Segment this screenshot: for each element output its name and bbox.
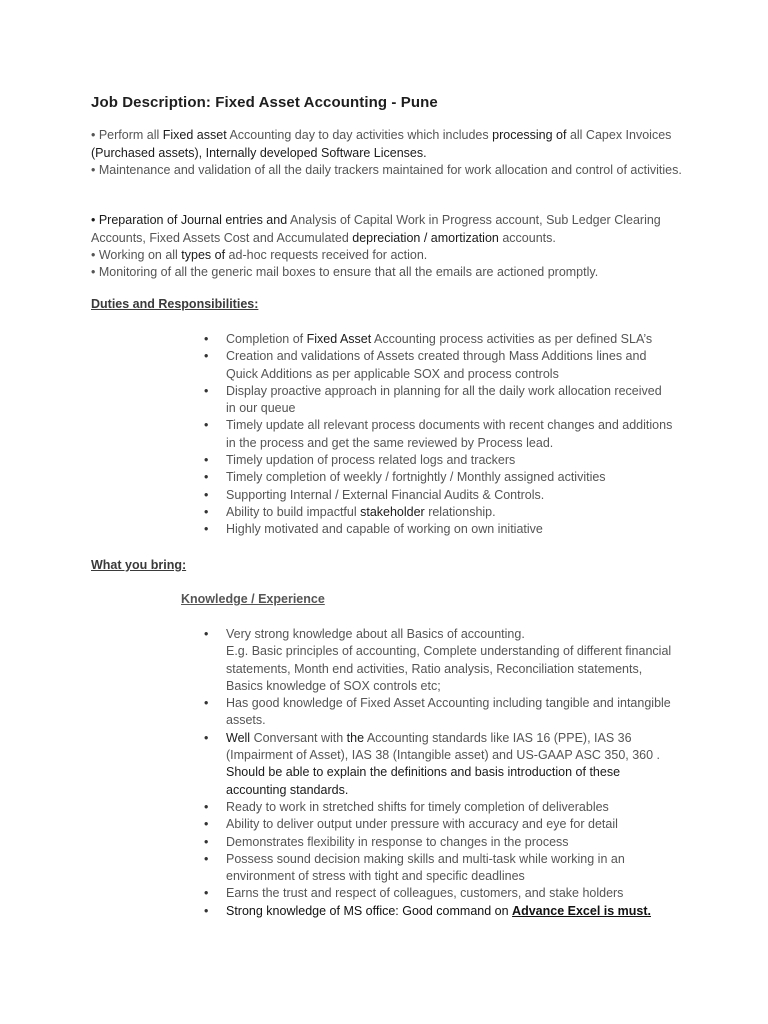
list-item: • Timely update all relevant process documents with recent changes and additions in the process and get the same reviewed by Process lead. xyxy=(204,417,674,452)
list-item xyxy=(204,730,674,799)
list-item: • Timely completion of weekly / fortnightly / Monthly assigned activities xyxy=(204,469,674,486)
text-run: E.g. Basic principles of accounting, Complete understanding of different financial statements, Month end activities, Ratio analysis, Reconciliation statements, Basics knowledge of SOX controls etc; xyxy=(226,644,672,693)
intro-paragraph-capex xyxy=(91,127,691,162)
text-run: Very strong knowledge about all Basics of accounting. xyxy=(226,627,525,641)
text-run: Conversant with xyxy=(250,730,347,745)
list-item: • Timely updation of process related logs and trackers xyxy=(204,452,674,469)
list-item: • Creation and validations of Assets created through Mass Additions lines and Quick Additions as per applicable SOX and process controls xyxy=(204,348,674,383)
text-run: Well xyxy=(226,730,251,745)
text-run: • Perform all xyxy=(91,128,163,142)
list-item: • Ability to deliver output under pressure with accuracy and eye for detail xyxy=(204,816,674,833)
list-item xyxy=(204,626,674,695)
list-item: • Highly motivated and capable of working on own initiative xyxy=(204,521,674,538)
list-item: • Demonstrates flexibility in response to changes in the process xyxy=(204,834,674,851)
intro-paragraph-adhoc xyxy=(91,247,691,265)
text-run: (Purchased assets), Internally developed Software Licenses. xyxy=(91,145,427,160)
text-run: Accounting standards like IAS 16 (PPE), IAS 36 (Impairment of Asset), IAS 38 (Intangible asset) and US-GAAP ASC 350, 360 . xyxy=(226,730,661,763)
text-run: processing of xyxy=(492,128,567,142)
text-run: stakeholder xyxy=(360,504,425,519)
text-run: Accounting process activities as per defined SLA’s xyxy=(371,332,653,346)
text-run: Strong knowledge of MS office: Good command on xyxy=(226,903,513,918)
text-run: types of xyxy=(181,248,226,262)
text-run: accounts. xyxy=(498,230,556,245)
text-run: Ability to build impactful xyxy=(226,504,361,519)
text-run: Advance Excel is must. xyxy=(512,903,651,918)
text-run: Fixed asset xyxy=(162,128,227,142)
intro-paragraph-trackers: • Maintenance and validation of all the daily trackers maintained for work allocation and control of activities. xyxy=(91,163,682,177)
duties-list xyxy=(204,331,674,539)
text-run: all Capex Invoices xyxy=(566,128,672,142)
text-run: relationship. xyxy=(424,504,496,519)
text-run: Analysis of Capital Work in Progress account, Sub Ledger Clearing Accounts, Fixed Assets Cost and Accumulated xyxy=(91,213,661,245)
text-run: depreciation / amortization xyxy=(352,230,499,245)
text-run: • Preparation of Journal entries and xyxy=(91,213,288,227)
list-item: • Display proactive approach in planning for all the daily work allocation received in our queue xyxy=(204,383,674,418)
list-item: • Possess sound decision making skills and multi-task while working in an environment of stress with tight and specific deadlines xyxy=(204,851,674,886)
text-run: • Working on all xyxy=(91,248,182,262)
page-title: Job Description: Fixed Asset Accounting - Pune xyxy=(91,94,438,111)
text-run: Completion of xyxy=(226,332,307,346)
text-run: Fixed Asset xyxy=(306,332,372,346)
list-item: • Ready to work in stretched shifts for timely completion of deliverables xyxy=(204,799,674,816)
list-item: • Has good knowledge of Fixed Asset Accounting including tangible and intangible assets. xyxy=(204,695,674,730)
text-run: the xyxy=(346,730,365,745)
text-run: ad-hoc requests received for action. xyxy=(225,248,428,262)
text-run: Accounting day to day activities which includes xyxy=(226,128,493,142)
list-item: • Earns the trust and respect of colleagues, customers, and stake holders xyxy=(204,885,674,902)
list-item xyxy=(204,504,674,521)
intro-paragraph-journal xyxy=(91,212,691,247)
list-item: • Supporting Internal / External Financial Audits & Controls. xyxy=(204,487,674,504)
knowledge-list xyxy=(204,626,674,920)
knowledge-experience-subheading: Knowledge / Experience xyxy=(181,592,325,606)
list-item xyxy=(204,331,674,348)
list-item xyxy=(204,903,674,920)
what-you-bring-heading: What you bring: xyxy=(91,558,187,572)
text-run: Should be able to explain the definitions and basis introduction of these accounting standards. xyxy=(226,765,621,797)
intro-paragraph-mailboxes: • Monitoring of all the generic mail boxes to ensure that all the emails are actioned promptly. xyxy=(91,265,599,279)
duties-heading: Duties and Responsibilities: xyxy=(91,297,259,311)
